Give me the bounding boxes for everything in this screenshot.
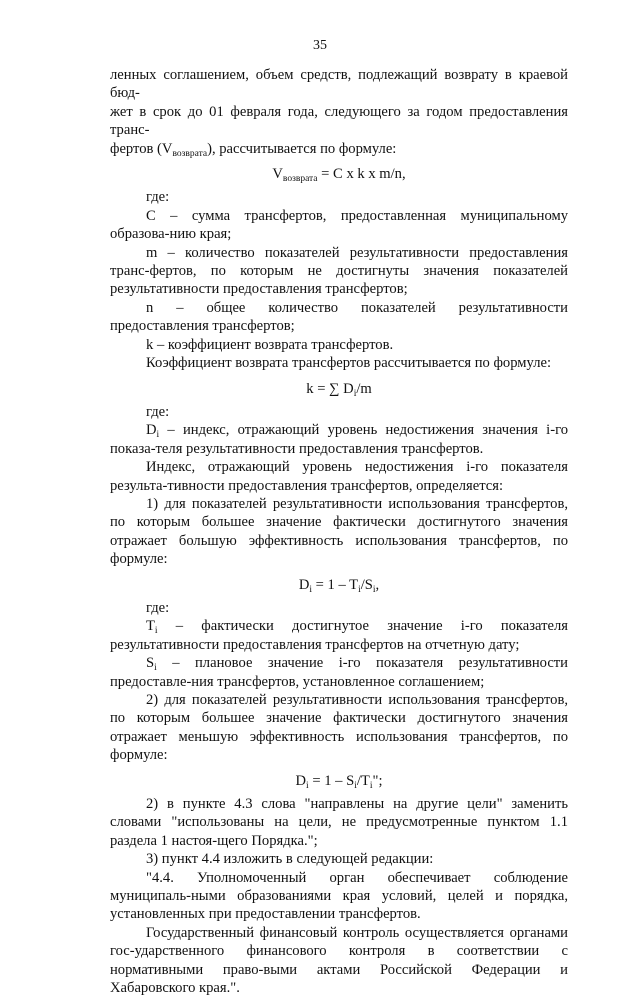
paragraph-line: ленных соглашением, объем средств, подлежащий возврату в краевой бюд- bbox=[110, 67, 568, 102]
formula-k: k = ∑ $D_i/m$ bbox=[306, 380, 372, 399]
definition-d: $D_i$ – индекс, отражающий уровень недостижения значения i-го показа-теля результативности предоставления трансфертов. bbox=[110, 422, 568, 457]
financial-control: Государственный финансовый контроль осуществляется органами гос-ударственного финансового контроля в соответствии с нормативными право-выми актами Российской Федерации и Хабаровского края.". bbox=[110, 924, 568, 997]
amendment-4-3: 2) в пункте 4.3 слова "направлены на другие цели" заменить словами "использованы на цели, не предусмотренные пунктом 1.1 раздела 1 настоя-щего Порядка."; bbox=[110, 796, 568, 849]
paragraph-line: фертов $(V_{возврата})$, рассчитывается по формуле: bbox=[110, 140, 397, 159]
coefficient-intro: Коэффициент возврата трансфертов рассчитывается по формуле: bbox=[146, 355, 552, 372]
where-label: где: bbox=[146, 189, 170, 206]
amendment-4-4: 3) пункт 4.4 изложить в следующей редакции: bbox=[146, 851, 434, 868]
where-label: где: bbox=[146, 403, 170, 420]
where-label: где: bbox=[146, 599, 170, 616]
document-body bbox=[110, 66, 568, 998]
index-intro: Индекс, отражающий уровень недостижения i-го показателя результа-тивности предоставления трансфертов, определяется: bbox=[110, 459, 568, 494]
definition-n: n – общее количество показателей результативности предоставления трансфертов; bbox=[110, 299, 568, 335]
definition-k: k – коэффициент возврата трансфертов. bbox=[146, 336, 394, 353]
formula-d-case2: $D_i = 1 - S_i/T_i$"; bbox=[295, 772, 383, 791]
definition-m: m – количество показателей результативности предоставления транс-фертов, по которым не достигнуты значения показателей результативности предоставления трансфертов; bbox=[110, 244, 568, 298]
definition-c: C – сумма трансфертов, предоставленная муниципальному образова-нию края; bbox=[110, 207, 568, 243]
definition-s: $S_i$ – плановое значение i-го показателя результативности предоставле-ния трансфертов, установленное соглашением; bbox=[110, 655, 568, 690]
paragraph-line: жет в срок до 01 февраля года, следующего за годом предоставления транс- bbox=[110, 103, 568, 139]
formula-d-case1: $D_i = 1 - T_i/S_i$, bbox=[298, 576, 380, 595]
formula-v-return: $V_{возврата} = C$ x k x m/n, bbox=[272, 166, 406, 185]
page-number: 35 bbox=[313, 38, 327, 53]
case-1: 1) для показателей результативности использования трансфертов, по которым большее значение фактически достигнутого значения отражает большую эффективность использования трансфертов, по формуле: bbox=[110, 495, 568, 568]
quoted-4-4: "4.4. Уполномоченный орган обеспечивает соблюдение муниципаль-ными образованиями края условий, целей и порядка, установленных при предоставлении трансфертов. bbox=[110, 869, 568, 923]
case-2: 2) для показателей результативности использования трансфертов, по которым большее значение фактически достигнутого значения отражает меньшую эффективность использования трансфертов, по формуле: bbox=[110, 692, 568, 764]
definition-t: $T_i$ – фактически достигнутое значение i-го показателя результативности предоставления трансфертов на отчетную дату; bbox=[110, 618, 568, 653]
